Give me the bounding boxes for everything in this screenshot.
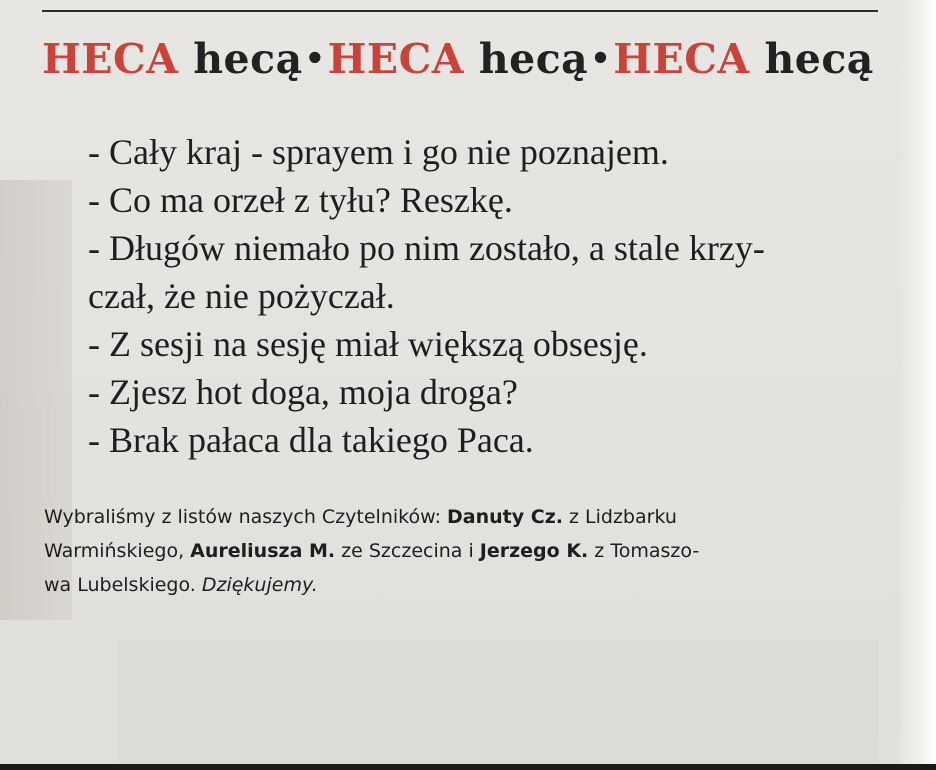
joke-line: - Długów niemało po nim zostało, a stale krzy- — [88, 228, 765, 268]
section-header — [42, 28, 874, 89]
joke-line: - Cały kraj - sprayem i go nie poznajem. — [88, 132, 669, 172]
header-heca-2: HECA — [327, 35, 465, 83]
credits-note — [44, 500, 884, 602]
credit-name-danuta: Danuty Cz. — [447, 506, 563, 528]
page-edge — [900, 0, 936, 770]
credits-line-1 — [44, 500, 884, 534]
header-separator-2: • — [590, 39, 612, 77]
header-heca-word-1: hecą — [193, 35, 303, 83]
credits-intro: Wybraliśmy z listów naszych Czytelników: — [44, 506, 448, 528]
header-separator-1: • — [304, 39, 326, 77]
joke-line: - Z sesji na sesję miał większą obsesję. — [88, 324, 648, 364]
joke-line: - Brak pałaca dla takiego Paca. — [88, 420, 534, 460]
header-heca-3: HECA — [613, 35, 750, 83]
credit-name-aureliusz: Aureliusza M. — [190, 540, 336, 562]
header-heca-word-3: hecą — [764, 35, 874, 83]
show-through-box — [118, 640, 878, 770]
credits-place-2: ze Szczecina i — [335, 540, 480, 562]
credits-line-3 — [44, 568, 884, 602]
credit-name-jerzy: Jerzego K. — [479, 540, 589, 562]
header-heca-1: HECA — [42, 35, 179, 83]
top-rule — [42, 10, 878, 12]
credits-thanks: Dziękujemy. — [201, 574, 318, 596]
credits-place-1b: Warmińskiego, — [44, 540, 191, 562]
credits-place-3b: wa Lubelskiego. — [44, 574, 202, 596]
joke-line: - Zjesz hot doga, moja droga? — [88, 372, 518, 412]
joke-line: czał, że nie pożyczał. — [88, 276, 395, 316]
credits-place-3: z Tomaszo- — [588, 540, 700, 562]
credits-place-1: z Lidzbarku — [562, 506, 677, 528]
bottom-rule — [0, 764, 936, 770]
credits-line-2 — [44, 534, 884, 568]
jokes-list — [88, 128, 878, 464]
joke-line: - Co ma orzeł z tyłu? Reszkę. — [88, 180, 513, 220]
header-heca-word-2: hecą — [478, 35, 589, 83]
